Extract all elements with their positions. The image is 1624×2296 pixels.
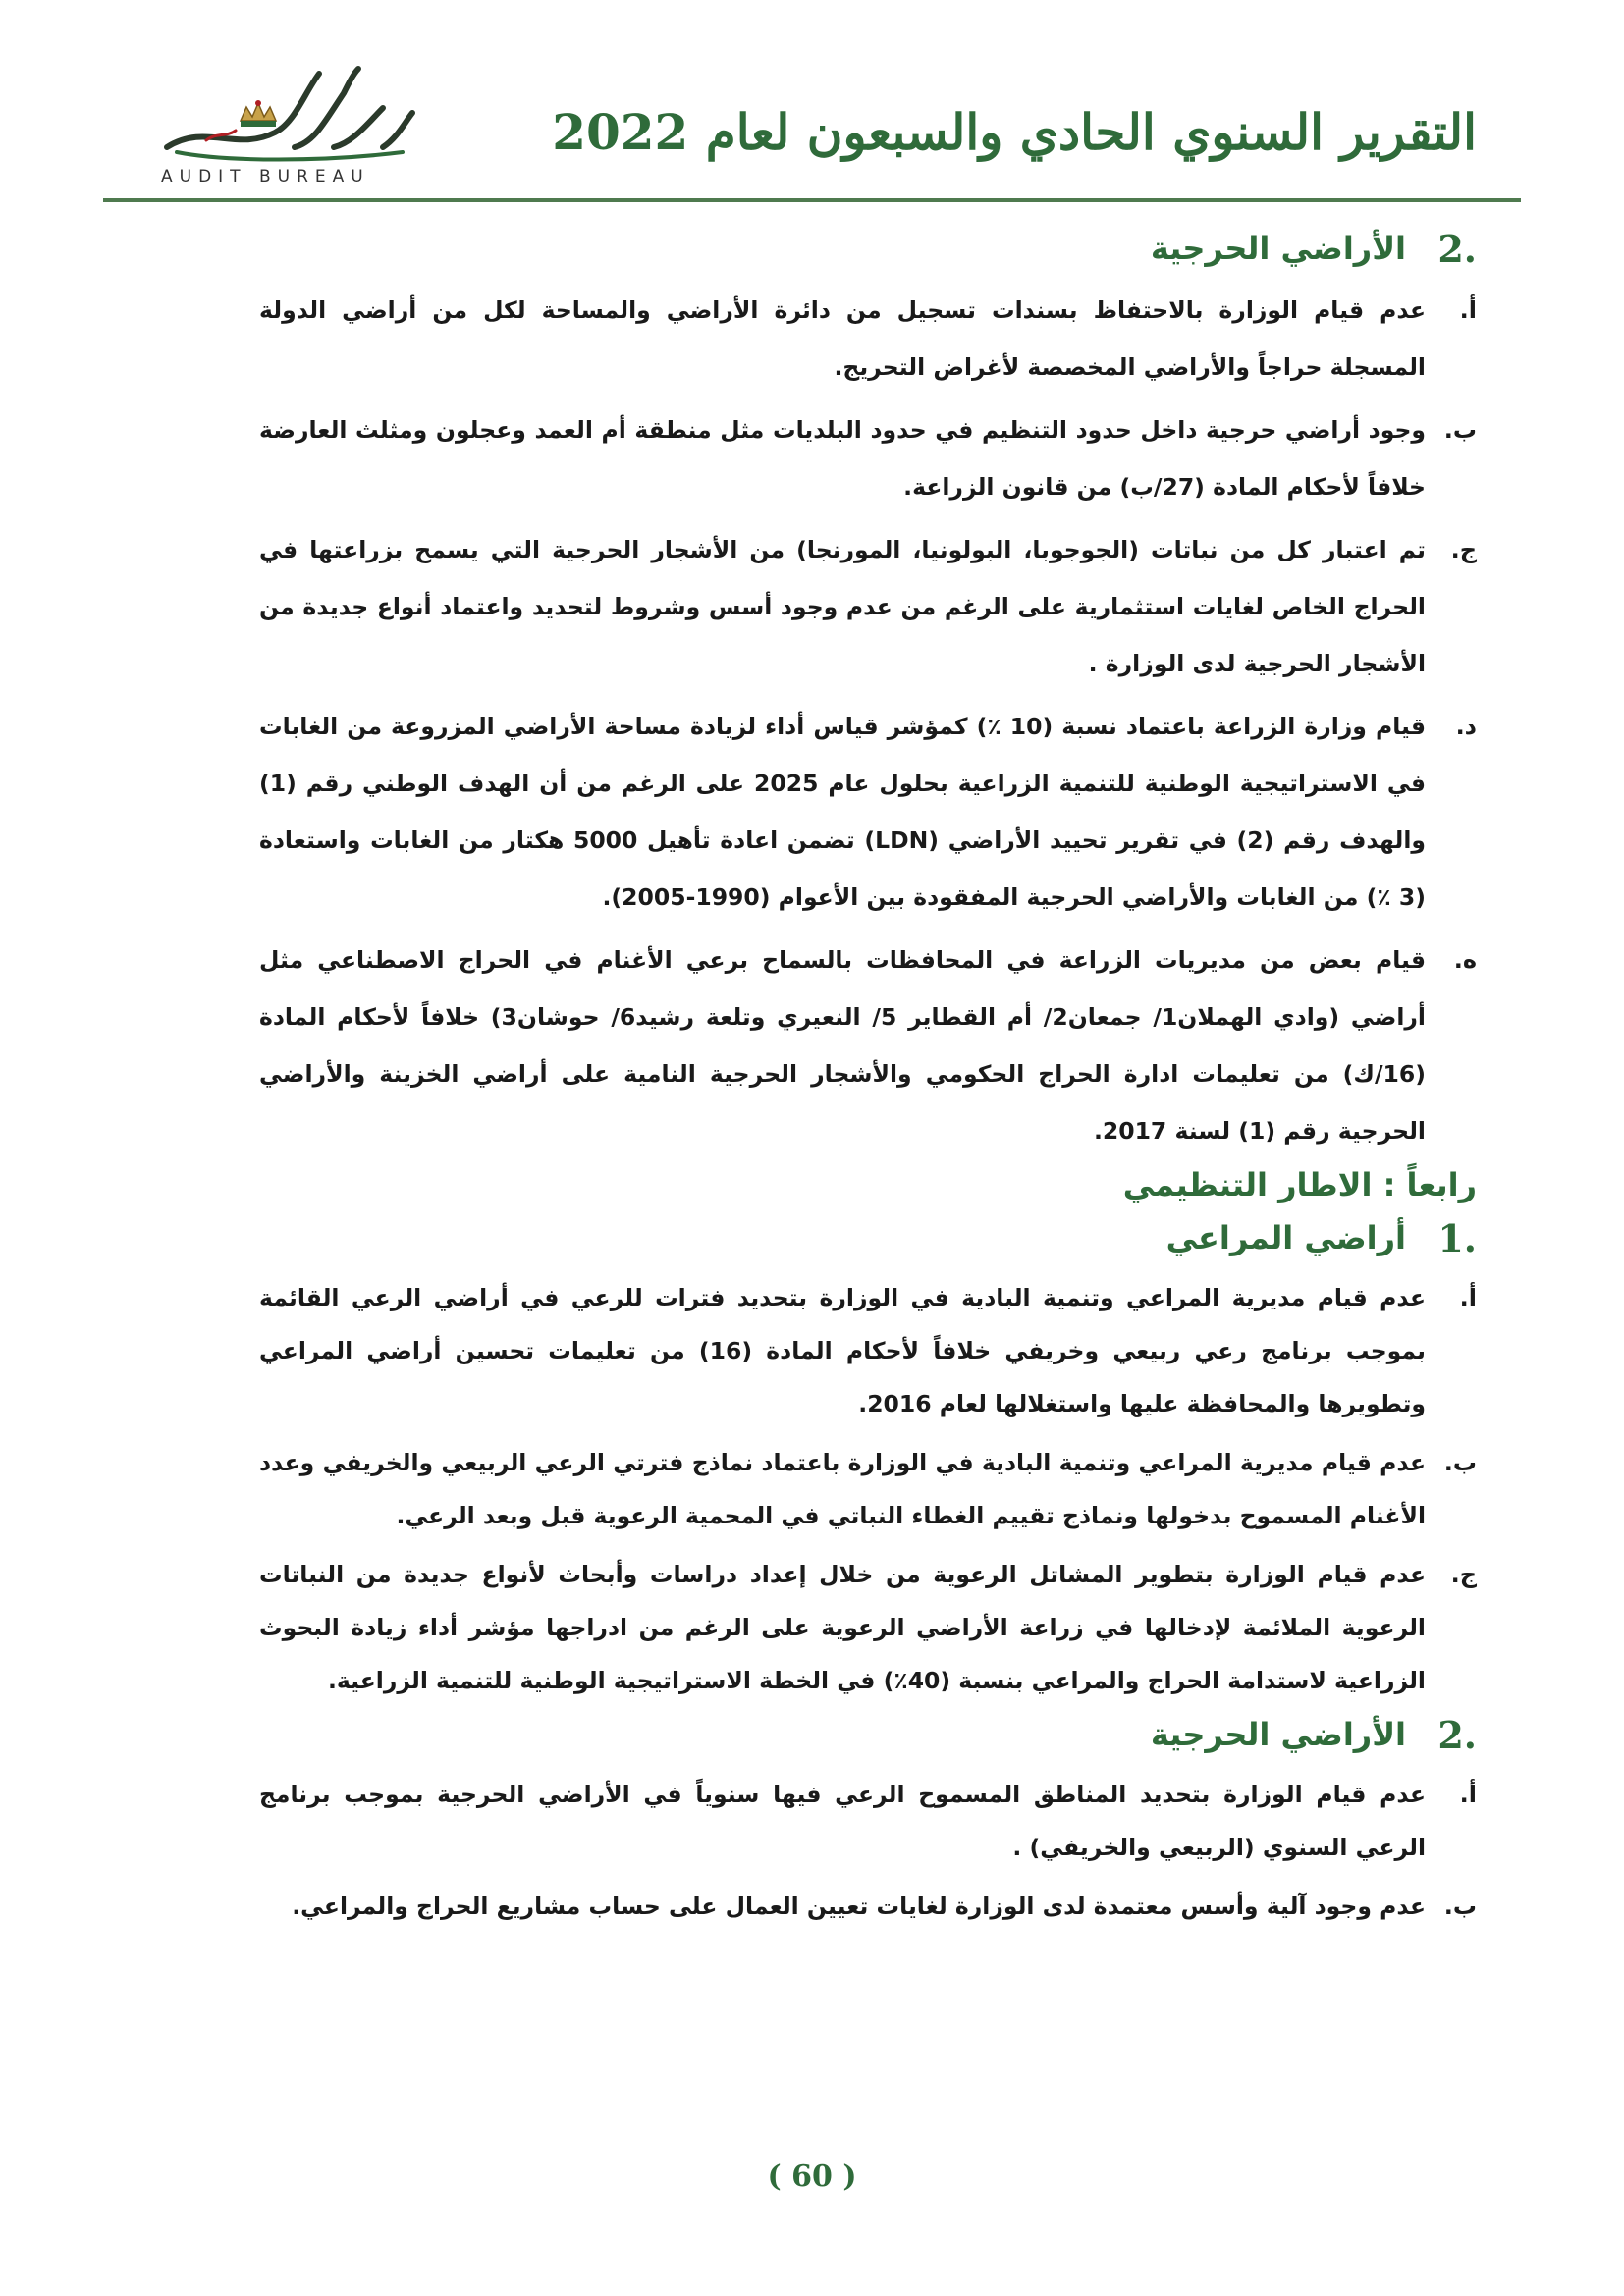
logo-emblem-icon xyxy=(147,54,422,172)
list-marker: أ. xyxy=(1459,296,1477,324)
audit-bureau-logo xyxy=(147,54,422,191)
list-text: عدم قيام الوزارة بالاحتفاظ بسندات تسجيل من دائرة الأراضي والمساحة لكل من أراضي الدولة المسجلة حراجاً والأراضي المخصصة لأغراض التحريج. xyxy=(259,296,1426,381)
list-text: عدم قيام مديرية المراعي وتنمية البادية في الوزارة بتحديد فترات للرعي في أراضي الرعي القائمة بموجب برنامج رعي ربيعي وخريفي خلافاً لأحكام المادة (16) من تعليمات تحسين أراضي المراعي وتطويرها والمحافظة عليها واستغلالها لعام 2016. xyxy=(259,1284,1426,1417)
list-marker: أ. xyxy=(1459,1284,1477,1311)
report-title: التقرير السنوي الحادي والسبعون لعام 2022 xyxy=(552,103,1477,161)
list-text: عدم قيام الوزارة بتحديد المناطق المسموح الرعي فيها سنوياً في الأراضي الحرجية بموجب برنامج الرعي السنوي (الربيعي والخريفي) . xyxy=(259,1781,1426,1861)
list-marker: ب. xyxy=(1443,416,1477,444)
section-heading xyxy=(259,221,1477,276)
list-marker: ج. xyxy=(1450,536,1477,563)
list-marker: ب. xyxy=(1443,1893,1477,1920)
section-title: الأراضي الحرجية xyxy=(1150,230,1406,267)
list-item xyxy=(259,1271,1477,1430)
part-heading: رابعاً : الاطار التنظيمي xyxy=(1122,1166,1477,1203)
list-item xyxy=(259,521,1477,692)
section-title: أراضي المراعي xyxy=(1165,1219,1406,1256)
list-text: قيام وزارة الزراعة باعتماد نسبة (10 ٪) كمؤشر قياس أداء لزيادة مساحة الأراضي المزروعة من الغابات في الاستراتيجية الوطنية للتنمية الزراعية بحلول عام 2025 على الرغم من أن الهدف الوطني رقم (1) والهدف رقم (2) في تقرير تحييد الأراضي (LDN) تضمن اعادة تأهيل 5000 هكتار من الغابات واستعادة (3 ٪) من الغابات والأراضي الحرجية المفقودة بين الأعوام (1990-2005). xyxy=(259,713,1426,911)
section-title: الأراضي الحرجية xyxy=(1150,1716,1406,1753)
logo-caption: AUDIT BUREAU xyxy=(161,167,370,187)
list-marker: د. xyxy=(1455,713,1477,740)
list-marker: ه. xyxy=(1453,946,1477,974)
section-heading xyxy=(259,1210,1477,1265)
list-text: عدم قيام مديرية المراعي وتنمية البادية في الوزارة باعتماد نماذج فترتي الرعي الربيعي والخريفي وعدد الأغنام المسموح بدخولها ونماذج تقييم الغطاء النباتي في المحمية الرعوية قبل وبعد الرعي. xyxy=(259,1449,1426,1529)
list-item xyxy=(259,1548,1477,1707)
list-item xyxy=(259,282,1477,396)
main-content xyxy=(259,221,1477,1933)
list-item xyxy=(259,932,1477,1159)
list-item xyxy=(259,698,1477,926)
list-text: عدم وجود آلية وأسس معتمدة لدى الوزارة لغايات تعيين العمال على حساب مشاريع الحراج والمراعي. xyxy=(292,1893,1426,1920)
list-text: تم اعتبار كل من نباتات (الجوجوبا، البولونيا، المورنجا) من الأشجار الحرجية التي يسمح بزراعتها في الحراج الخاص لغايات استثمارية على الرغم من عدم وجود أسس وشروط لتحديد واعتماد أنواع جديدة من الأشجار الحرجية لدى الوزارة . xyxy=(259,536,1426,677)
page-header xyxy=(147,54,1477,201)
list-item xyxy=(259,1768,1477,1874)
list-text: قيام بعض من مديريات الزراعة في المحافظات بالسماح برعي الأغنام في الحراج الاصطناعي مثل أراضي (وادي الهملان1/ جمعان2/ أم القطاير 5/ النعيري وتلعة رشيد6/ حوشان3) خلافاً لأحكام المادة (16/ك) من تعليمات ادارة الحراج الحكومي والأشجار الحرجية النامية على أراضي الخزينة والأراضي الحرجية رقم (1) لسنة 2017. xyxy=(259,946,1426,1145)
list-item xyxy=(259,1436,1477,1542)
list-item xyxy=(259,1880,1477,1933)
header-divider xyxy=(103,198,1521,202)
list-item xyxy=(259,401,1477,515)
section-number: 2. xyxy=(1437,226,1477,271)
section-number: 2. xyxy=(1437,1712,1477,1757)
section-number: 1. xyxy=(1437,1215,1477,1260)
list-text: وجود أراضي حرجية داخل حدود التنظيم في حدود البلديات مثل منطقة أم العمد وعجلون ومثلث العارضة خلافاً لأحكام المادة (27/ب) من قانون الزراعة. xyxy=(259,416,1426,501)
section-heading xyxy=(259,1707,1477,1762)
list-marker: أ. xyxy=(1459,1781,1477,1808)
list-text: عدم قيام الوزارة بتطوير المشاتل الرعوية من خلال إعداد دراسات وأبحاث لأنواع جديدة من النباتات الرعوية الملائمة لإدخالها في زراعة الأراضي الرعوية على الرغم من ادراجها مؤشر أداء زيادة البحوث الزراعية لاستدامة الحراج والمراعي بنسبة (40٪) في الخطة الاستراتيجية الوطنية للتنمية الزراعية. xyxy=(259,1561,1426,1694)
page-number: ( 60 ) xyxy=(767,2160,857,2194)
list-marker: ج. xyxy=(1450,1561,1477,1588)
list-marker: ب. xyxy=(1443,1449,1477,1476)
